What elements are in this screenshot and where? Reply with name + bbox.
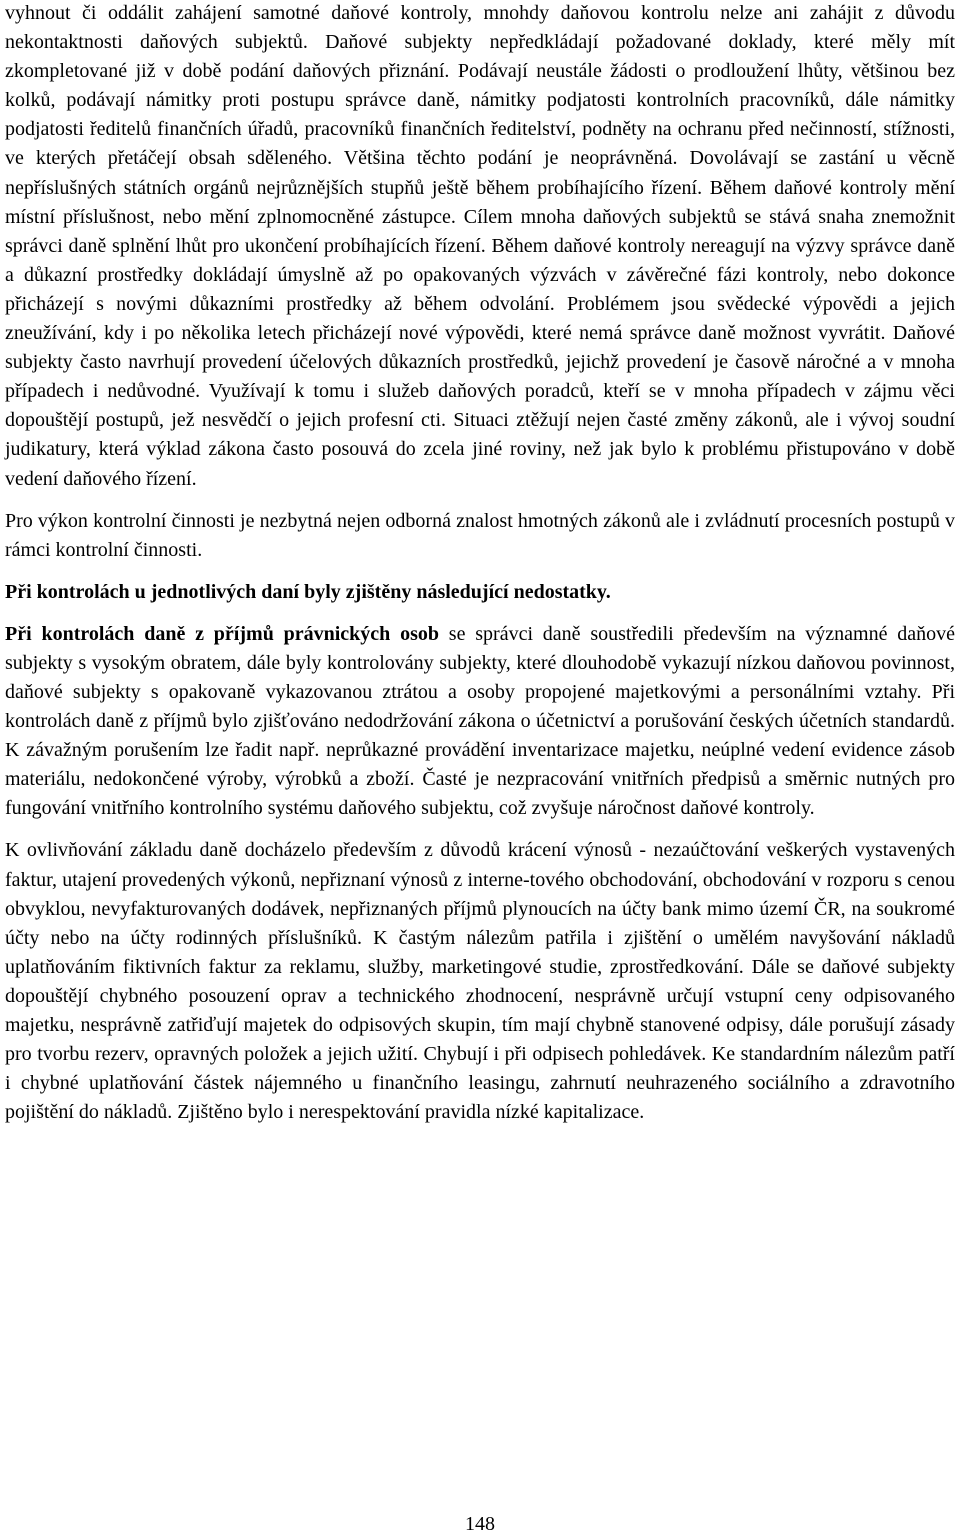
paragraph-corporate-income-tax xyxy=(5,620,955,824)
paragraph-tax-audit-obstacles: vyhnout či oddálit zahájení samotné daňové kontroly, mnohdy daňovou kontrolu nelze ani zahájit z důvodu nekontaktnosti daňových subjektů. Daňové subjekty nepředkládají požadované doklady, které měly mít zkompletované již v době podání daňových přiznání. Podávají neustále žádosti o prodloužení lhůty, většinou bez kolků, podávají námitky proti postupu správce daně, námitky podjatosti kontrolních pracovníků, dále námitky podjatosti ředitelů finančních úřadů, pracovníků finančních ředitelství, podněty na ochranu před nečinností, stížnosti, ve kterých přetáčejí obsah sděleného. Většina těchto podání je neoprávněná. Dovolávají se zastání u věcně nepříslušných státních orgánů nejrůznějších stupňů ještě během probíhajícího řízení. Během daňové kontroly mění místní příslušnost, nebo mění zplnomocněné zástupce. Cílem mnoha daňových subjektů se stává snaha znemožnit správci daně splnění lhůt pro ukončení probíhajících řízení. Během daňové kontroly nereagují na výzvy správce daně a důkazní prostředky dokládají úmyslně až po opakovaných výzvách v závěrečné fázi kontroly, nebo dokonce přicházejí s novými důkazními prostředky až během odvolání. Problémem jsou svědecké výpovědi a jejich zneužívání, kdy i po několika letech přicházejí nové výpovědi, které nemá správce daně možnost vyvrátit. Daňové subjekty často navrhují provedení účelových důkazních prostředků, jejichž provedení je časově náročné a v mnoha případech i nedůvodné. Využívají k tomu i služeb daňových poradců, kteří se v mnoha případech v zájmu věci dopouštějí postupů, jež nesvědčí o jejich profesní cti. Situaci ztěžují nejen časté změny zákonů, ale i vývoj soudní judikatury, která výklad zákona často posouvá do zcela jiné roviny, než jak bylo k problému přistupováno v době vedení daňového řízení. xyxy=(5,2,955,490)
document-page xyxy=(5,0,955,1127)
paragraph-lead-bold: Při kontrolách daně z příjmů právnických osob xyxy=(5,622,439,645)
section-heading-findings: Při kontrolách u jednotlivých daní byly zjištěny následující nedostatky. xyxy=(5,580,611,603)
page-number: 148 xyxy=(465,1513,495,1535)
paragraph-body-text: se správci daně soustředili především na významné daňové subjekty s vysokým obratem, dále byly kontrolovány subjekty, které dlouhodobě vykazují nízkou daňovou povinnost, daňové subjekty s opakovaně vykazovanou ztrátou a osoby propojené majetkovými a personálními vztahy. Při kontrolách daně z příjmů bylo zjišťováno nedodržování zákona o účetnictví a porušování českých účetních standardů. K závažným porušením lze řadit např. neprůkazné provádění inventarizace majetku, neúplné vedení evidence zásob materiálu, nedokončené výroby, výrobků a zboží. Časté je nezpracování vnitřních předpisů a směrnic nutných pro fungování vnitřního kontrolního systému daňového subjektu, což zvyšuje náročnost daňové kontroly. xyxy=(5,622,955,820)
paragraph-control-competence: Pro výkon kontrolní činnosti je nezbytná nejen odborná znalost hmotných zákonů ale i zvládnutí procesních postupů v rámci kontrolní činnosti. xyxy=(5,509,955,561)
paragraph-tax-base-manipulation: K ovlivňování základu daně docházelo především z důvodů krácení výnosů - nezaúčtování veškerých vystavených faktur, utajení provedených výkonů, nepřiznaní výnosů z interne-tového obchodování, obchodování v rozporu s cenou obvyklou, nevyfakturovaných dodávek, nepřiznaných příjmů plynoucích na účty bank mimo území ČR, na soukromé účty nebo na účty rodinných příslušníků. K častým nálezům patřila i zjištění o umělém navyšování nákladů uplatňováním fiktivních faktur za reklamu, služby, marketingové studie, zprostředkování. Dále se daňové subjekty dopouštějí chybného posouzení oprav a technického zhodnocení, nesprávně určují vstupní ceny odpisovaného majetku, nesprávně zatřiďují majetek do odpisových skupin, tím mají chybně stanovené odpisy, dále porušují zásady pro tvorbu rezerv, opravných položek a jejich užití. Chybují i při odpisech pohledávek. Ke standardním nálezům patří i chybné uplatňování částek nájemného u finančního leasingu, zahrnutí neuhrazeného sociálního a zdravotního pojištění do nákladů. Zjištěno bylo i nerespektování pravidla nízké kapitalizace. xyxy=(5,839,955,1124)
